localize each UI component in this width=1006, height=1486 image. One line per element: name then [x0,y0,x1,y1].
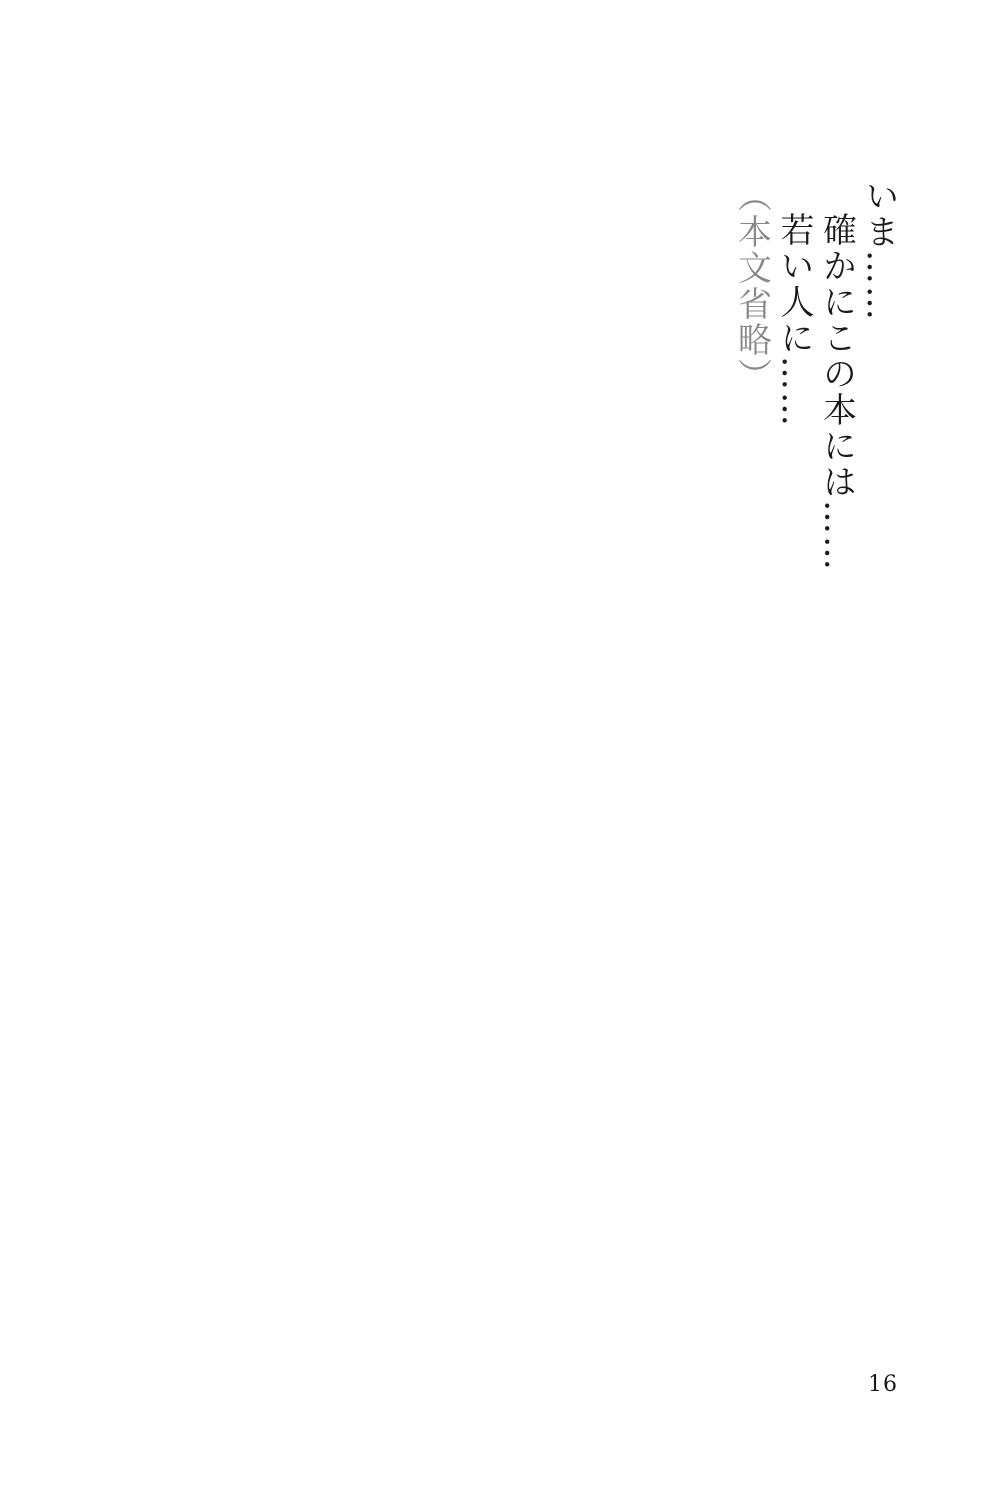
page-number: 16 [868,1372,898,1397]
paragraph-4: （本文省略） [731,178,772,394]
paragraph-1: いま…… [859,178,899,322]
vertical-text-block [140,178,900,1328]
paragraph-3: 若い人に…… [774,212,814,428]
paragraph-2: 確かにこの本には…… [816,212,857,572]
